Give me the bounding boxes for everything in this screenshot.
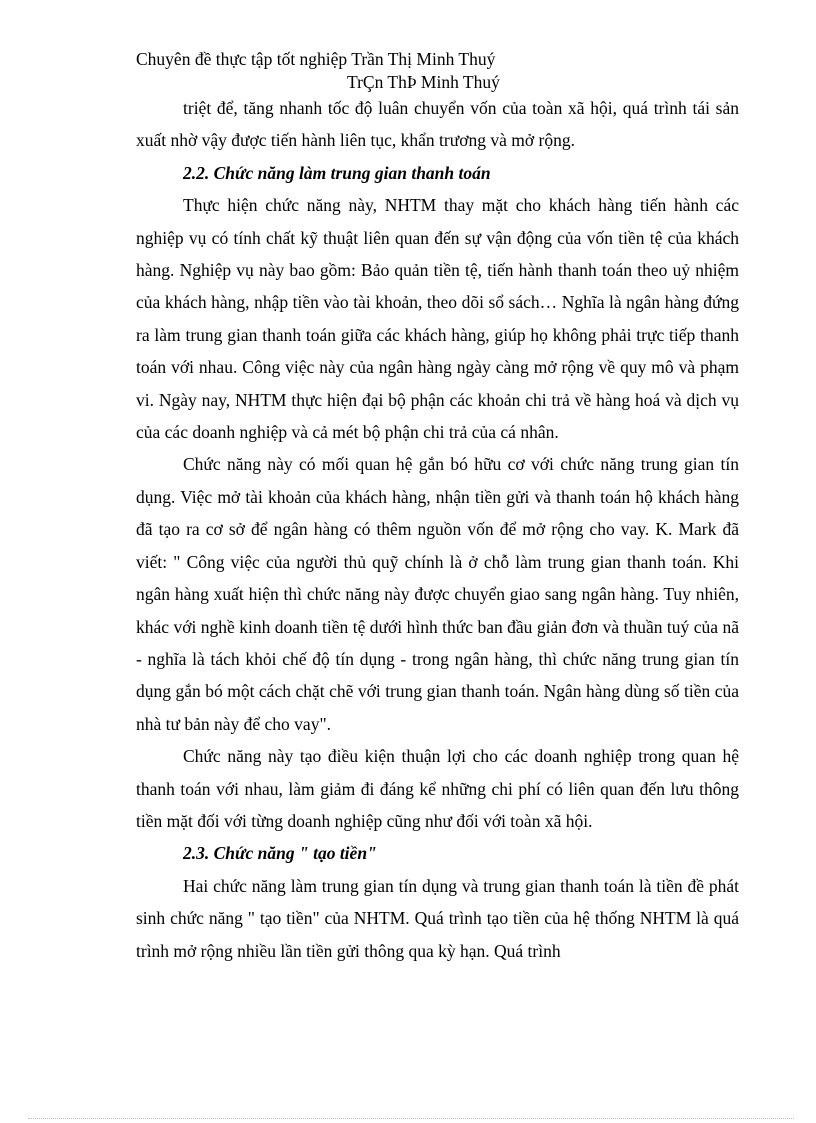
paragraph: Chức năng này tạo điều kiện thuận lợi cho các doanh nghiệp trong quan hệ thanh toán với nhau, làm giảm đi đáng kể những chi phí có liên quan đến lưu thông tiền mặt đối với từng doanh nghiệp cũng như đối với toàn xã hội. (136, 746, 739, 831)
page-bottom-divider (28, 1118, 794, 1119)
document-body (136, 92, 739, 967)
paragraph: Chức năng này có mối quan hệ gắn bó hữu cơ với chức năng trung gian tín dụng. Việc mở tài khoản của khách hàng, nhận tiền gửi và thanh toán hộ khách hàng đã tạo ra cơ sở để ngân hàng có thêm nguồn vốn để mở rộng cho vay. K. Mark đã viết: " Công việc của người thủ quỹ chính là ở chỗ làm trung gian thanh toán. Khi ngân hàng xuất hiện thì chức năng này được chuyển giao sang ngân hàng. Tuy nhiên, khác với nghề kinh doanh tiền tệ dưới hình thức ban đầu giản đơn và thuần tuý của nã - nghĩa là tách khỏi chế độ tín dụng - trong ngân hàng, thì chức năng trung gian tín dụng gắn bó một cách chặt chẽ với trung gian thanh toán. Ngân hàng dùng số tiền của nhà tư bản này để cho vay". (136, 454, 739, 734)
running-header-author: TrÇn ThÞ Minh Thuý (347, 72, 500, 92)
section-heading-2-2: 2.2. Chức năng làm trung gian thanh toán (183, 162, 491, 183)
paragraph: Hai chức năng làm trung gian tín dụng và trung gian thanh toán là tiền đề phát sinh chức năng " tạo tiền" của NHTM. Quá trình tạo tiền của hệ thống NHTM là quá trình mở rộng nhiều lần tiền gửi thông qua kỳ hạn. Quá trình (136, 875, 739, 961)
section-heading-2-3: 2.3. Chức năng " tạo tiền" (183, 843, 377, 864)
paragraph-continuation: triệt để, tăng nhanh tốc độ luân chuyển vốn của toàn xã hội, quá trình tái sản xuất nhờ vậy được tiến hành liên tục, khẩn trương và mở rộng. (136, 98, 739, 151)
running-header: Chuyên đề thực tập tốt nghiệp Trần Thị Minh Thuý (136, 49, 496, 69)
paragraph: Thực hiện chức năng này, NHTM thay mặt cho khách hàng tiến hành các nghiệp vụ có tính chất kỹ thuật liên quan đến sự vận động của vốn tiền tệ của khách hàng. Nghiệp vụ này bao gồm: Bảo quản tiền tệ, tiến hành thanh toán theo uỷ nhiệm của khách hàng, nhập tiền vào tài khoản, theo dõi sổ sách… Nghĩa là ngân hàng đứng ra làm trung gian thanh toán giữa các khách hàng, giúp họ không phải trực tiếp thanh toán với nhau. Công việc này của ngân hàng ngày càng mở rộng về quy mô và phạm vi. Ngày nay, NHTM thực hiện đại bộ phận các khoản chi trả về hàng hoá và dịch vụ của các doanh nghiệp và cả mét bộ phận chi trả của cá nhân. (136, 195, 739, 443)
